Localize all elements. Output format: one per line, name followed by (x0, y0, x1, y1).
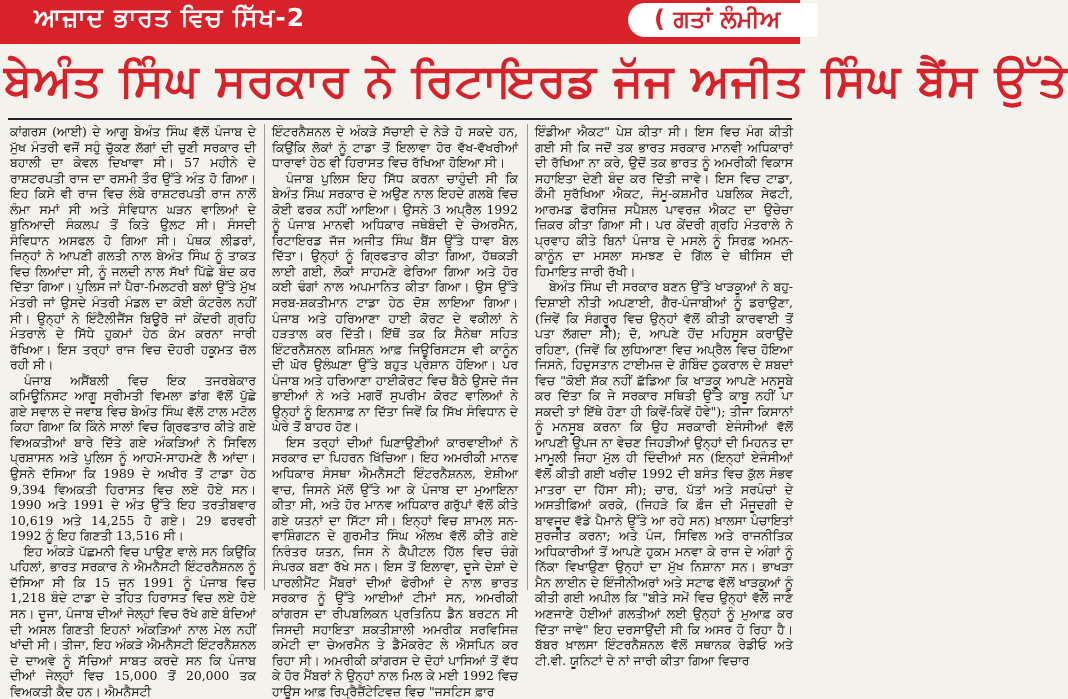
column-divider (527, 124, 528, 590)
column-divider (264, 124, 265, 590)
paragraph: ਇਹ ਅੰਕੜੇ ਪੱਛਮਨੀ ਵਿਚ ਪਾਉਣ ਵਾਲੇ ਸਨ ਕਿਉਂਕਿ ਪਹਿਲਾਂ, ਭਾਰਤ ਸਰਕਾਰ ਨੇ ਐਮਨੈਸਟੀ ਇੰਟਰਨੈਸ਼ਨਲ ਨੂੰ ਦੱਸਿਆ ਸੀ ਕਿ 15 ਜੂਨ 1991 ਨੂੰ ਪੰਜਾਬ ਵਿਚ 1,218 ਬੰਦੇ ਟਾਡਾ ਦੇ ਤਹਿਤ ਹਿਰਾਸਤ ਵਿਚ ਲਏ ਹੋਏ ਸਨ। ਦੂਜਾ, ਪੰਜਾਬ ਦੀਆਂ ਜੇਲ੍ਹਾਂ ਵਿਚ ਰੱਖੇ ਗਏ ਬੰਦਿਆਂ ਦੀ ਅਸਲ ਗਿਣਤੀ ਇਹਨਾਂ ਅੰਕੜਿਆਂ ਨਾਲ ਮੇਲ ਨਹੀਂ ਖਾਂਦੀ ਸੀ। ਤੀਜਾ, ਇਹ ਅੰਕੜੇ ਐਮਨੈਸਟੀ ਇੰਟਰਨੈਸ਼ਨਲ ਦੇ ਦਾਅਵੇ ਨੂੰ ਸੱਚਿਆਂ ਸਾਬਤ ਕਰਦੇ ਸਨ ਕਿ ਪੰਜਾਬ ਦੀਆਂ ਜੇਲ੍ਹਾਂ ਵਿਚ 15,000 ਤੋਂ 20,000 ਤਕ ਵਿਅਕਤੀ ਕੈਦ ਹਨ। ਐਮਨੈਸਟੀ (10, 543, 256, 699)
series-header (0, 0, 800, 44)
paragraph: ਕਾਂਗਰਸ (ਆਈ) ਦੇ ਆਗੂ ਬੇਅੰਤ ਸਿੰਘ ਵੱਲੋਂ ਪੰਜਾਬ ਦੇ ਮੁੱਖ ਮੰਤਰੀ ਵਜੋਂ ਸਹੁੰ ਚੁੱਕਣ ਲੱਗਾਂ ਦੀ ਚੁਣੀ ਸਰਕਾਰ ਦੀ ਬਹਾਲੀ ਦਾ ਕੇਵਲ ਦਿਖਾਵਾ ਸੀ। 57 ਮਹੀਨੇ ਦੇ ਰਾਸ਼ਟਰਪਤੀ ਰਾਜ ਦਾ ਰਸਮੀ ਤੌਰ ਉੱਤੇ ਅੰਤ ਹੋ ਗਿਆ। ਇਹ ਕਿਸੇ ਵੀ ਰਾਜ ਵਿਚ ਲੰਬੇ ਰਾਸ਼ਟਰਪਤੀ ਰਾਜ ਨਾਲੋਂ ਲੰਮਾ ਸਮਾਂ ਸੀ ਅਤੇ ਸੰਵਿਧਾਨ ਘੜਨ ਵਾਲਿਆਂ ਦੇ ਬੁਨਿਆਦੀ ਸੰਕਲਪ ਤੋਂ ਕਿਤੇ ਉਲਟ ਸੀ। ਸੰਸਦੀ ਸੰਵਿਧਾਨ ਅਸਫਲ ਹੋ ਗਿਆ ਸੀ। ਪੰਥਕ ਲੀਡਰਾਂ, ਜਿਨ੍ਹਾਂ ਨੇ ਆਪਣੀ ਗਲਤੀ ਨਾਲ ਬੇਅੰਤ ਸਿੰਘ ਨੂੰ ਤਾਕਤ ਵਿਚ ਲਿਆਂਦਾ ਸੀ, ਨੂੰ ਜਲਦੀ ਨਾਲ ਸੱਖਾਂ ਪਿੱਛੇ ਬੰਦ ਕਰ ਦਿੱਤਾ ਗਿਆ। ਪੁਲਿਸ ਜਾਂ ਪੈਰਾ-ਮਿਲਟਰੀ ਬਲਾਂ ਉੱਤੇ ਮੁੱਖ ਮੰਤਰੀ ਜਾਂ ਉਸਦੇ ਮੰਤਰੀ ਮੰਡਲ ਦਾ ਕੋਈ ਕੰਟਰੋਲ ਨਹੀਂ ਸੀ। ਉਨ੍ਹਾਂ ਨੇ ਇੰਟੈਲੀਜੈਂਸ ਬਿਊਰੋ ਜਾਂ ਕੇਂਦਰੀ ਗ੍ਰਹਿ ਮੰਤਰਾਲੇ ਦੇ ਸਿੱਧੇ ਹੁਕਮਾਂ ਹੇਠ ਕੰਮ ਕਰਨਾ ਜਾਰੀ ਰੱਖਿਆ। ਇਸ ਤਰ੍ਹਾਂ ਰਾਜ ਵਿਚ ਦੋਹਰੀ ਹਕੂਮਤ ਚੱਲ ਰਹੀ ਸੀ। (10, 124, 256, 373)
text-column-1 (10, 124, 256, 699)
paragraph: ਬੇਅੰਤ ਸਿੰਘ ਦੀ ਸਰਕਾਰ ਬਣਨ ਉੱਤੇ ਖਾੜਕੂਆਂ ਨੇ ਬਹੁ-ਦਿਸ਼ਾਈ ਨੀਤੀ ਅਪਣਾਈ, ਗੈਰ-ਪੰਜਾਬੀਆਂ ਨੂੰ ਡਰਾਉਣਾ, (ਜਿਵੇਂ ਕਿ ਸੰਗਰੂਰ ਵਿਚ ਉਨ੍ਹਾਂ ਵੱਲੋਂ ਕੀਤੀ ਕਾਰਵਾਈ ਤੋਂ ਪਤਾ ਲੱਗਦਾ ਸੀ); ਦੋ, ਆਪਣੇ ਹੋਂਦ ਮਹਿਸੂਸ ਕਰਾਉਂਦੇ ਰਹਿਣਾ, (ਜਿਵੇਂ ਕਿ ਲੁਧਿਆਣਾ ਵਿਚ ਅਪ੍ਰੈਲ ਵਿਚ ਹੋਇਆ ਜਿਸਨੇ, ਹਿਦੁਸਤਾਨ ਟਾਈਮਜ਼ ਦੇ ਗੋਬਿੰਦ ਠੁਕਰਾਲ ਦੇ ਸ਼ਬਦਾਂ ਵਿਚ "ਕੋਈ ਸ਼ੱਕ ਨਹੀਂ ਛੱਡਿਆ ਕਿ ਖਾੜਕੂ ਆਪਣੇ ਮਨਸੂਬੇ ਕਰ ਦਿੱਤਾ ਕਿ ਜੇ ਸਰਕਾਰ ਸਥਿਤੀ ਉੱਤੇ ਕਾਬੂ ਨਹੀਂ ਪਾ ਸਕਦੀ ਤਾਂ ਇੱਥੇ ਹੋਣਾ ਹੀ ਕਿਵੇਂ-ਕਿਵੇਂ ਹੋਵੇ"); ਤੀਜਾ ਕਿਸਾਨਾਂ ਨੂੰ ਮਨਸੂਬ ਕਰਨਾ ਕਿ ਉਹ ਸਰਕਾਰੀ ਏਜੰਸੀਆਂ ਵੱਲੋਂ ਆਪਣੀ ਉਪਜ ਨਾ ਵੇਚਣ ਜਿਹੜੀਆਂ ਉਨ੍ਹਾਂ ਦੀ ਮਿਹਨਤ ਦਾ ਮਾਮੂਲੀ ਜਿਹਾ ਮੁੱਲ ਹੀ ਦਿੰਦੀਆਂ ਸਨ (ਇਨ੍ਹਾਂ ਏਜੰਸੀਆਂ ਵੱਲੋਂ ਕੀਤੀ ਗਈ ਖਰੀਦ 1992 ਦੀ ਬਸੰਤ ਵਿਚ ਕੁੱਲ ਸੰਭਵ ਮਾਤਰਾ ਦਾ ਹਿੱਸਾ ਸੀ); ਚਾਰ, ਪੱਤਾਂ ਅਤੇ ਸਰਪੰਚਾਂ ਦੇ ਅਸਤੀਫ਼ਿਆਂ ਕਰਕੇ, (ਜਿਹੜੇ ਕਿ ਫ਼ੌਜ ਦੀ ਮੌਜੂਦਗੀ ਦੇ ਬਾਵਜੂਦ ਵੱਡੇ ਪੈਮਾਨੇ ਉੱਤੇ ਆ ਰਹੇ ਸਨ) ਖ਼ਾਲਸਾ ਪੰਚਾਇਤਾਂ ਸੁਰਜੀਤ ਕਰਨਾ; ਅਤੇ ਪੰਜ, ਸਿਵਿਲ ਅਤੇ ਰਾਜਨੀਤਿਕ ਅਧਿਕਾਰੀਆਂ ਤੋਂ ਆਪਣੇ ਹੁਕਮ ਮਨਵਾ ਕੇ ਰਾਜ ਦੇ ਅੰਗਾਂ ਨੂੰ ਨਿੱਕਾ ਵਿਖਾਉਣਾ ਉਨ੍ਹਾਂ ਦਾ ਮੁੱਖ ਨਿਸ਼ਾਨਾ ਸਨ। ਭਾਖੜਾ ਮੈਨ ਲਾਈਨ ਦੇ ਇੰਜੀਨੀਅਰਾਂ ਅਤੇ ਸਟਾਫ ਵੱਲੋਂ ਖਾੜਕੂਆਂ ਨੂੰ ਕੀਤੀ ਗਈ ਅਪੀਲ ਕਿ "ਬੀਤੇ ਸਮੇਂ ਵਿਚ ਉਨ੍ਹਾਂ ਵੱਲੋਂ ਜਾਣੇ ਅਣਜਾਣੇ ਹੋਈਆਂ ਗਲਤੀਆਂ ਲਈ ਉਨ੍ਹਾਂ ਨੂੰ ਮੁਆਫ਼ ਕਰ ਦਿੱਤਾ ਜਾਵੇ" ਇਹ ਦਰਸਾਉਂਦੀ ਸੀ ਕਿ ਅਸਰ ਹੋ ਰਿਹਾ ਹੈ। ਬੱਬਰ ਖ਼ਾਲਸਾ ਇੰਟਰਨੈਸ਼ਨਲ ਵੱਲੋਂ ਸਥਾਨਕ ਰੇਡੀਓ ਅਤੇ ਟੀ.ਵੀ. ਯੂਨਿਟਾਂ ਦੇ ਨਾਂ ਜਾਰੀ ਕੀਤਾ ਗਿਆ ਵਿਚਾਰ (535, 279, 793, 668)
article-headline: ਬੇਅੰਤ ਸਿੰਘ ਸਰਕਾਰ ਨੇ ਰਿਟਾਇਰਡ ਜੱਜ ਅਜੀਤ ਸਿੰਘ ਬੈਂਸ ਉੱਤੇ (4, 54, 1068, 107)
series-title: ਆਜ਼ਾਦ ਭਾਰਤ ਵਿਚ ਸਿੱਖ-2 (34, 3, 306, 32)
headline-rule (8, 118, 792, 120)
continued-label: ( ਗਤਾਂ ਲੰਮੀਅ (654, 5, 781, 33)
paragraph: ਇੰਟਰਨੈਸ਼ਨਲ ਦੇ ਅੰਕੜੇ ਸੱਚਾਈ ਦੇ ਨੇੜੇ ਹੋ ਸਕਦੇ ਹਨ, ਕਿਉਂਕਿ ਲੋਕਾਂ ਨੂੰ ਟਾਡਾ ਤੋਂ ਇਲਾਵਾ ਹੋਰ ਵੱਖ-ਵੱਖਰੀਆਂ ਧਾਰਾਵਾਂ ਹੇਠ ਵੀ ਹਿਰਾਸਤ ਵਿਚ ਰੱਖਿਆ ਹੋਇਆ ਸੀ। (272, 124, 518, 171)
text-column-3 (535, 124, 793, 668)
paragraph: ਇੰਡੀਆ ਐਕਟ" ਪੇਸ਼ ਕੀਤਾ ਸੀ। ਇਸ ਵਿਚ ਮੰਗ ਕੀਤੀ ਗਈ ਸੀ ਕਿ ਜਦੋਂ ਤਕ ਭਾਰਤ ਸਰਕਾਰ ਮਾਨਵੀ ਅਧਿਕਾਰਾਂ ਦੀ ਰੱਖਿਆ ਨਾ ਕਰੇ, ਉਦੋਂ ਤਕ ਭਾਰਤ ਨੂੰ ਅਮਰੀਕੀ ਵਿਕਾਸ ਸਹਾਇਤਾ ਦੇਣੀ ਬੰਦ ਕਰ ਦਿੱਤੀ ਜਾਵੇ। ਇਸ ਵਿਚ ਟਾਡਾ, ਕੌਮੀ ਸੁਰੱਖਿਆ ਐਕਟ, ਜੰਮੂ-ਕਸ਼ਮੀਰ ਪਬਲਿਕ ਸੇਫਟੀ, ਆਰਮਡ ਫੋਰਸਿਜ਼ ਸਪੈਸ਼ਲ ਪਾਵਰਜ਼ ਐਕਟ ਦਾ ਉਚੇਚਾ ਜ਼ਿਕਰ ਕੀਤਾ ਗਿਆ ਸੀ। ਪਰ ਕੇਂਦਰੀ ਗ੍ਰਹਿ ਮੰਤਰਾਲੇ ਨੇ ਪ੍ਰਵਾਹ ਕੀਤੇ ਬਿਨਾਂ ਪੰਜਾਬ ਦੇ ਮਸਲੇ ਨੂੰ ਸਿਰਫ਼ ਅਮਨ-ਕਾਨੂੰਨ ਦਾ ਮਸਲਾ ਸਮਝਣ ਦੇ ਗਿੱਲ ਦੇ ਥੀਸਿਸ ਦੀ ਹਿਮਾਇਤ ਜਾਰੀ ਰੱਖੀ। (535, 124, 793, 279)
text-column-2 (272, 124, 518, 699)
paragraph: ਇਸ ਤਰ੍ਹਾਂ ਦੀਆਂ ਘਿਣਾਉਣੀਆਂ ਕਾਰਵਾਈਆਂ ਨੇ ਸਰਕਾਰ ਦਾ ਪਿਹਰਨ ਖਿੱਚਿਆ। ਇਹ ਅਮਰੀਕੀ ਮਾਨਵ ਅਧਿਕਾਰ ਸੰਸਥਾ ਐਮਨੈਸਟੀ ਇੰਟਰਨੈਸ਼ਨਲ, ਏਸ਼ੀਆ ਵਾਚ, ਜਿਸਨੇ ਮੱਲੋਂ ਉੱਤੇ ਆ ਕੇ ਪੰਜਾਬ ਦਾ ਮੁਆਇਨਾ ਕੀਤਾ ਸੀ, ਅਤੇ ਹੋਰ ਮਾਨਵ ਅਧਿਕਾਰ ਗਰੁੱਪਾਂ ਵੱਲੋਂ ਕੀਤੇ ਗਏ ਯਤਨਾਂ ਦਾ ਸਿੱਟਾ ਸੀ। ਇਨ੍ਹਾਂ ਵਿਚ ਸ਼ਾਮਲ ਸਨ-ਵਾਸ਼ਿੰਗਟਨ ਦੇ ਗੁਰਮੀਤ ਸਿੰਘ ਔਲਖ ਵੱਲੋਂ ਕੀਤੇ ਗਏ ਨਿਰੰਤਰ ਯਤਨ, ਜਿਸ ਨੇ ਕੈਪੀਟਲ ਹਿੱਲ ਵਿਚ ਚੰਗੇ ਸੰਪਰਕ ਬਣਾ ਰੱਖੇ ਸਨ। ਇਸ ਤੋਂ ਇਲਾਵਾ, ਦੂਜੇ ਦੇਸ਼ਾਂ ਦੇ ਪਾਰਲੀਮੈਂਟ ਮੈਂਬਰਾਂ ਦੀਆਂ ਫੇਰੀਆਂ ਦੇ ਨਾਲ ਭਾਰਤ ਸਰਕਾਰ ਨੂੰ ਉੱਤੇ ਆਈਆਂ ਟੀਮਾਂ ਸਨ, ਅਮਰੀਕੀ ਕਾਂਗਰਸ ਦਾ ਰੀਪਬਲਿਕਨ ਪ੍ਰਤਿਨਿਧ ਡੈਨ ਬਰਟਨ ਸੀ ਜਿਸਦੀ ਸਹਾਇਤਾ ਸ਼ਕਤੀਸ਼ਾਲੀ ਅਮਰੀਕ ਸਰਵਿਸਿਜ਼ ਕਮੇਟੀ ਦਾ ਚੇਅਰਮੈਨ ਤੇ ਡੈਮੋਕਰੇਟ ਲੇ ਐਸਪਿਨ ਕਰ ਰਿਹਾ ਸੀ। ਅਮਰੀਕੀ ਕਾਂਗਰਸ ਦੇ ਦੋਹਾਂ ਪਾਸਿਆਂ ਤੋਂ ਵੱਧ ਕੇ ਹੋਰ ਮੈਂਬਰਾਂ ਨੇ ਉਨ੍ਹਾਂ ਨਾਲ ਮਿਲ ਕੇ ਮਈ 1992 ਵਿਚ ਹਾਊਸ ਆਫ਼ ਰਿਪ੍ਰੈਜ਼ੈਂਟੇਟਿਵਜ਼ ਵਿਚ "ਜਸਟਿਸ ਫ਼ਾਰ (272, 434, 518, 699)
paragraph: ਪੰਜਾਬ ਅਸੈਂਬਲੀ ਵਿਚ ਇਕ ਤਜਰਬੇਕਾਰ ਕਮਿਊਨਿਸਟ ਆਗੂ ਸ੍ਰੀਮਤੀ ਵਿਮਲਾ ਡਾਂਗ ਵੱਲੋਂ ਪੁੱਛੇ ਗਏ ਸਵਾਲ ਦੇ ਜਵਾਬ ਵਿਚ ਬੇਅੰਤ ਸਿੰਘ ਵੱਲੋਂ ਟਾਲ ਮਟੋਲ ਕਿਹਾ ਗਿਆ ਕਿ ਕਿੰਨੇ ਸਾਲਾਂ ਵਿਚ ਗ੍ਰਿਫਤਾਰ ਕੀਤੇ ਗਏ ਵਿਅਕਤੀਆਂ ਬਾਰੇ ਦਿੱਤੇ ਗਏ ਅੰਕੜਿਆਂ ਨੇ ਸਿਵਿਲ ਪ੍ਰਸ਼ਾਸਨ ਅਤੇ ਪੁਲਿਸ ਨੂੰ ਆਹਮੋ-ਸਾਹਮਣੇ ਲੈ ਆਂਦਾ। ਉਸਨੇ ਦੱਸਿਆ ਕਿ 1989 ਦੇ ਅਖੀਰ ਤੋਂ ਟਾਡਾ ਹੇਠ 9,394 ਵਿਅਕਤੀ ਹਿਰਾਸਤ ਵਿਚ ਲਏ ਹੋਏ ਸਨ। 1990 ਅਤੇ 1991 ਦੇ ਅੰਤ ਉੱਤੇ ਇਹ ਤਰਤੀਬਵਾਰ 10,619 ਅਤੇ 14,255 ਹੋ ਗਏ। 29 ਫਰਵਰੀ 1992 ਨੂੰ ਇਹ ਗਿਣਤੀ 13,516 ਸੀ। (10, 372, 256, 544)
paragraph: ਪੰਜਾਬ ਪੁਲਿਸ ਇਹ ਸਿੱਧ ਕਰਨਾ ਚਾਹੁੰਦੀ ਸੀ ਕਿ ਬੇਅੰਤ ਸਿੰਘ ਸਰਕਾਰ ਦੇ ਅਉਣ ਨਾਲ ਇਹਦੇ ਗਲਬੇ ਵਿਚ ਕੋਈ ਫਰਕ ਨਹੀਂ ਆਇਆ। ਉਸਨੇ 3 ਅਪ੍ਰੈਲ 1992 ਨੂੰ ਪੰਜਾਬ ਮਾਨਵੀ ਅਧਿਕਾਰ ਜਥੇਬੰਦੀ ਦੇ ਚੇਅਰਮੈਨ, ਰਿਟਾਇਰਡ ਜੱਜ ਅਜੀਤ ਸਿੰਘ ਬੈਂਸ ਉੱਤੇ ਧਾਵਾ ਬੋਲ ਦਿੱਤਾ। ਉਨ੍ਹਾਂ ਨੂੰ ਗ੍ਰਿਫਤਾਰ ਕੀਤਾ ਗਿਆ, ਹੱਥਕੜੀ ਲਾਈ ਗਈ, ਲੋਕਾਂ ਸਾਹਮਣੇ ਫੇਰਿਆ ਗਿਆ ਅਤੇ ਹੋਰ ਕਈ ਢੰਗਾਂ ਨਾਲ ਅਪਮਾਨਿਤ ਕੀਤਾ ਗਿਆ। ਉਸ ਉੱਤੇ ਸਰਬ-ਸ਼ਕਤੀਮਾਨ ਟਾਡਾ ਹੇਠ ਦੋਸ਼ ਲਾਇਆ ਗਿਆ। ਪੰਜਾਬ ਅਤੇ ਹਰਿਆਣਾ ਹਾਈ ਕੋਰਟ ਦੇ ਵਕੀਲਾਂ ਨੇ ਹੜਤਾਲ ਕਰ ਦਿੱਤੀ। ਇੱਥੋਂ ਤਕ ਕਿ ਸੈਨੇਥਾ ਸਹਿਤ ਇੰਟਰਨੈਸ਼ਨਲ ਕਮਿਸ਼ਨ ਆਫ਼ ਜਿਊਰਿਸਟਸ ਵੀ ਕਾਨੂੰਨ ਦੀ ਘੋਰ ਉਲੰਘਣਾ ਉੱਤੇ ਬਹੁਤ ਪ੍ਰੇਸ਼ਾਨ ਹੋਇਆ। ਪਰ ਪੰਜਾਬ ਅਤੇ ਹਰਿਆਣਾ ਹਾਈਕੋਰਟ ਵਿਚ ਬੈਠੇ ਉਸਦੇ ਜੱਜ ਭਾਈਆਂ ਨੇ ਅਤੇ ਮਗਰੋਂ ਸੁਪਰੀਮ ਕੋਰਟ ਵਾਲਿਆਂ ਨੇ ਉਨ੍ਹਾਂ ਨੂੰ ਇਨਸਾਫ਼ ਨਾ ਦਿੱਤਾ ਜਿਵੇਂ ਕਿ ਸਿੱਖ ਸੰਵਿਧਾਨ ਦੇ ਘੇਰੇ ਤੋਂ ਬਾਹਰ ਹੋਣ। (272, 170, 518, 435)
continued-tab (628, 3, 818, 37)
